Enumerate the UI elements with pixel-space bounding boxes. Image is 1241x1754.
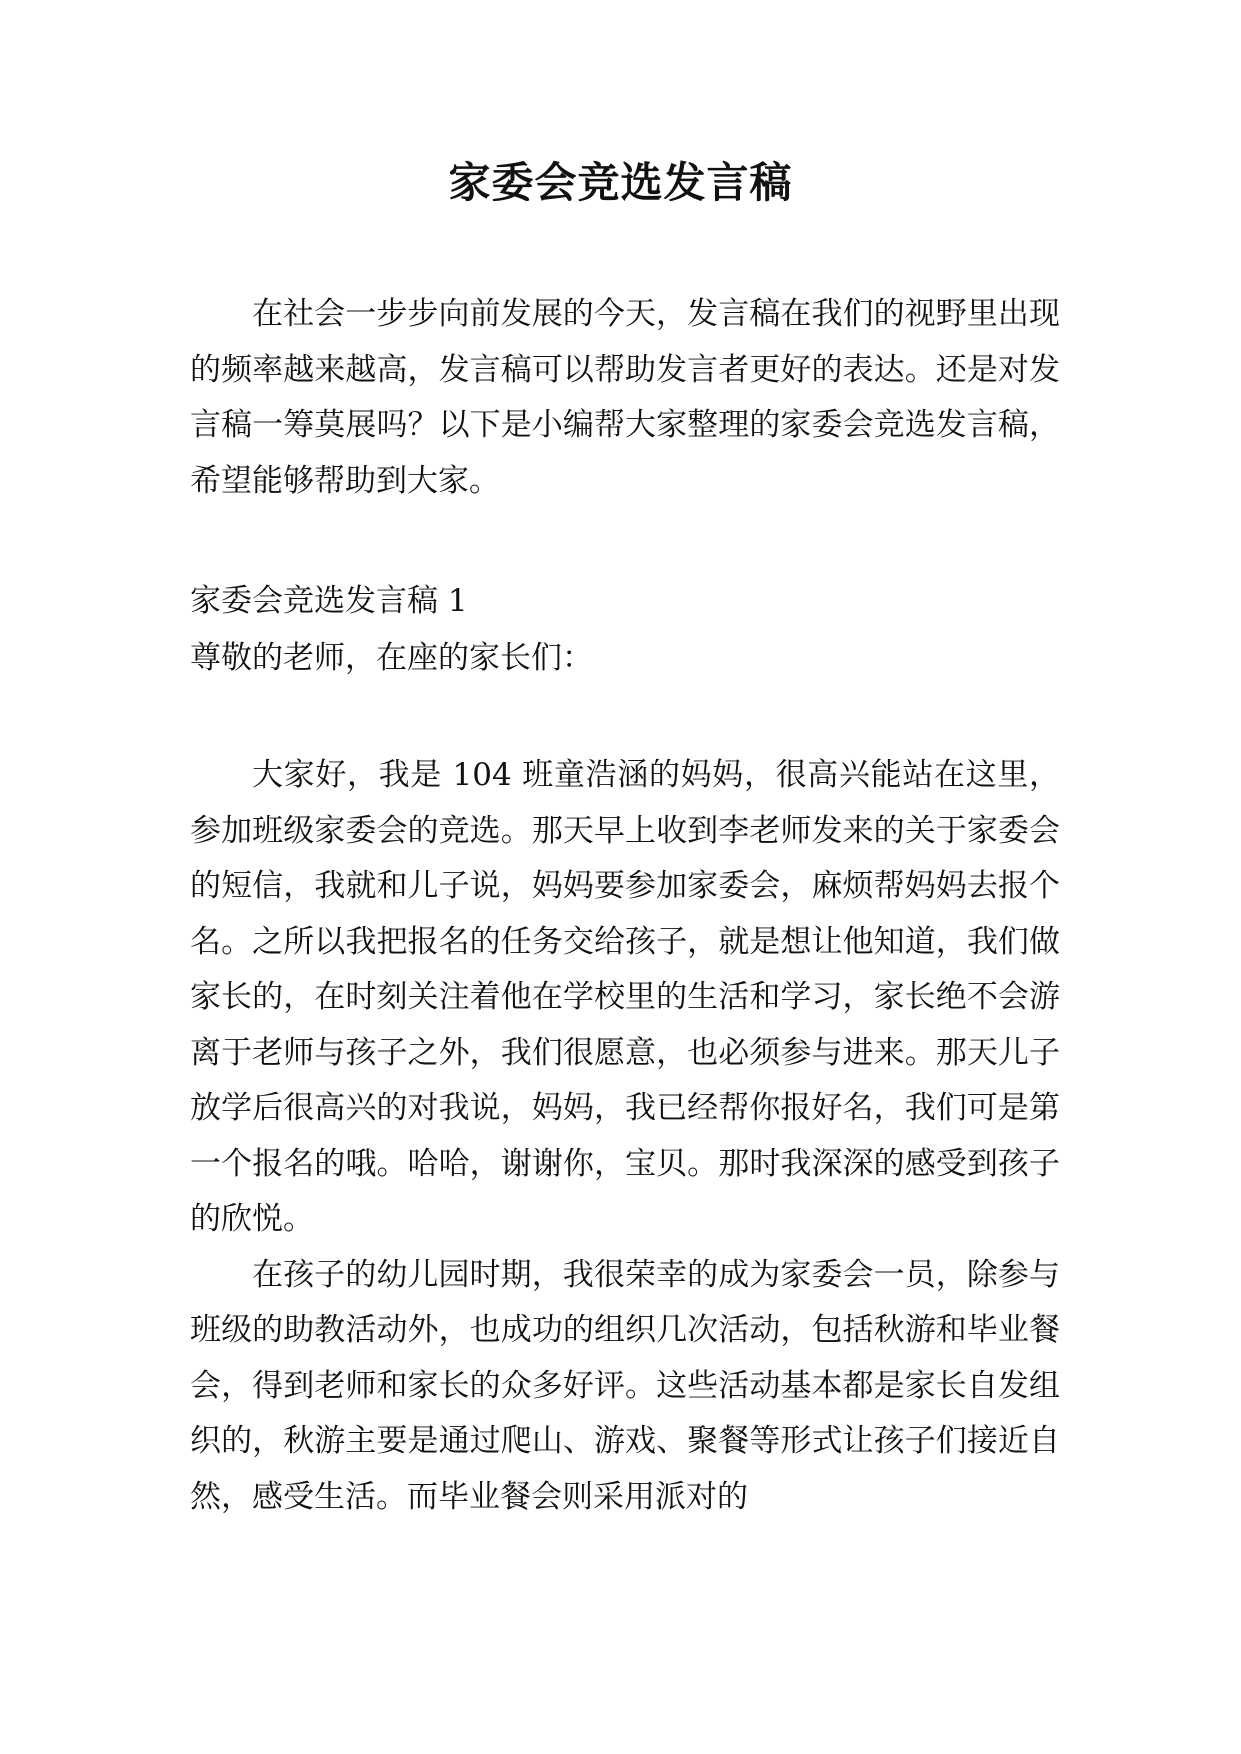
- intro-paragraph: 在社会一步步向前发展的今天，发言稿在我们的视野里出现的频率越来越高，发言稿可以帮助发言者更好的表达。还是对发言稿一筹莫展吗？以下是小编帮大家整理的家委会竞选发言稿，希望能够帮助到大家。: [190, 296, 1060, 499]
- intro-section: [190, 287, 1060, 509]
- section-heading-block: [190, 574, 1060, 630]
- speech-body: [190, 748, 1060, 1525]
- body-paragraph-1: 大家好，我是 104 班童浩涵的妈妈，很高兴能站在这里，参加班级家委会的竞选。那天早上收到李老师发来的关于家委会的短信，我就和儿子说，妈妈要参加家委会，麻烦帮妈妈去报个名。之所以我把报名的任务交给孩子，就是想让他知道，我们做家长的，在时刻关注着他在学校里的生活和学习，家长绝不会游离于老师与孩子之外，我们很愿意，也必须参与进来。那天儿子放学后很高兴的对我说，妈妈，我已经帮你报好名，我们可是第一个报名的哦。哈哈，谢谢你，宝贝。那时我深深的感受到孩子的欣悦。: [190, 757, 1060, 1237]
- salutation: 尊敬的老师，在座的家长们：: [190, 640, 593, 676]
- section-heading: 家委会竞选发言稿 1: [190, 583, 468, 619]
- body-paragraph-2: 在孩子的幼儿园时期，我很荣幸的成为家委会一员，除参与班级的助教活动外，也成功的组织几次活动，包括秋游和毕业餐会，得到老师和家长的众多好评。这些活动基本都是家长自发组织的，秋游主要是通过爬山、游戏、聚餐等形式让孩子们接近自然，感受生活。而毕业餐会则采用派对的: [190, 1256, 1060, 1515]
- document-title: 家委会竞选发言稿: [448, 158, 793, 207]
- salutation-block: [190, 631, 1060, 687]
